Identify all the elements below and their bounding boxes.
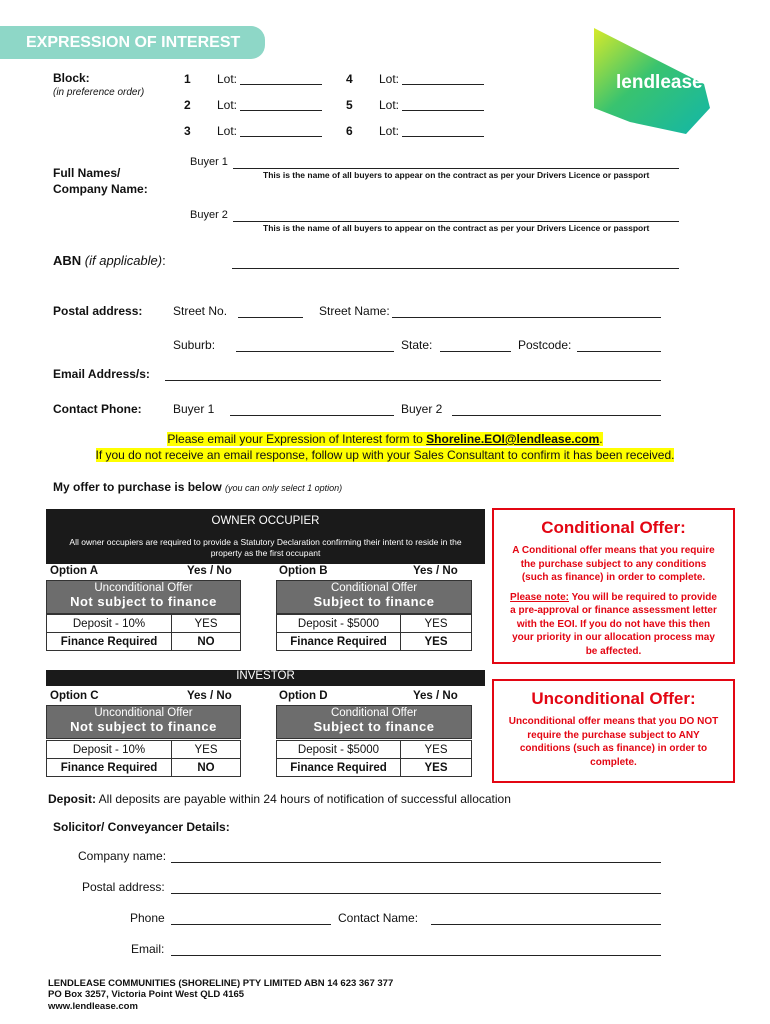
option-b-table: Deposit - $5000 YES Finance Required YES [276, 614, 472, 651]
solicitor-contact-label: Contact Name: [338, 911, 419, 925]
lot-num-2: 2 [184, 98, 191, 112]
email-label: Email Address/s: [53, 367, 150, 381]
lendlease-logo [586, 26, 718, 138]
solicitor-postal-input[interactable] [171, 893, 661, 894]
owner-occupier-title: OWNER OCCUPIER [211, 515, 320, 527]
option-d-head: Option D Yes / No [279, 690, 458, 702]
lot-input-4[interactable] [402, 84, 484, 85]
owner-occupier-desc: All owner occupiers are required to provide a Statutory Declaration confirming their intent to reside in the property as the first occupant [69, 537, 462, 559]
lot-num-1: 1 [184, 72, 191, 86]
buyer2-hint: This is the name of all buyers to appear on the contract as per your Drivers Licence or passport [263, 223, 650, 233]
footer-address: PO Box 3257, Victoria Point West QLD 4165 [48, 989, 245, 1001]
suburb-input[interactable] [236, 351, 394, 352]
phone-buyer2-label: Buyer 2 [401, 402, 443, 416]
lot-input-1[interactable] [240, 84, 322, 85]
phone-buyer2-input[interactable] [452, 415, 661, 416]
street-no-input[interactable] [238, 317, 303, 318]
option-b-head: Option B Yes / No [279, 565, 458, 577]
buyer1-name-input[interactable] [233, 168, 679, 169]
solicitor-phone-input[interactable] [171, 924, 331, 925]
footer-website[interactable]: www.lendlease.com [48, 1000, 138, 1012]
solicitor-company-label: Company name: [78, 849, 167, 863]
email-notice-1: Please email your Expression of Interest form to Shoreline.EOI@lendlease.com. [167, 432, 603, 446]
abn-input[interactable] [232, 268, 679, 269]
phone-buyer1-label: Buyer 1 [173, 402, 215, 416]
owner-occupier-header [46, 509, 485, 564]
lot-label-1: Lot: [217, 72, 238, 86]
block-sub: (in preference order) [53, 87, 145, 98]
footer-company: LENDLEASE COMMUNITIES (SHORELINE) PTY LIMITED ABN 14 623 367 377 [48, 978, 394, 989]
names-label-2: Company Name: [53, 182, 148, 196]
email-notice-2: If you do not receive an email response, follow up with your Sales Consultant to confirm it has been received. [95, 448, 675, 462]
logo-text: lendlease [616, 72, 703, 93]
option-a-banner[interactable]: Unconditional Offer Not subject to finance [46, 580, 241, 614]
phone-label: Contact Phone: [53, 402, 142, 416]
unconditional-offer-box [492, 679, 735, 783]
postcode-input[interactable] [577, 351, 661, 352]
email-input[interactable] [165, 380, 661, 381]
option-b-banner[interactable]: Conditional Offer Subject to finance [276, 580, 472, 614]
lot-num-6: 6 [346, 124, 353, 138]
form-title: EXPRESSION OF INTEREST [0, 26, 265, 59]
lot-num-3: 3 [184, 124, 191, 138]
unconditional-offer-title: Unconditional Offer: [531, 689, 696, 708]
state-input[interactable] [440, 351, 511, 352]
buyer2-name-input[interactable] [233, 221, 679, 222]
lot-label-3: Lot: [217, 124, 238, 138]
lot-input-5[interactable] [402, 110, 484, 111]
lot-input-2[interactable] [240, 110, 322, 111]
street-name-label: Street Name: [319, 304, 390, 318]
names-label-1: Full Names/ [53, 166, 121, 180]
offer-heading: My offer to purchase is below (you can only select 1 option) [53, 480, 343, 494]
option-d-banner[interactable]: Conditional Offer Subject to finance [276, 705, 472, 739]
lot-input-3[interactable] [240, 136, 322, 137]
lot-label-5: Lot: [379, 98, 400, 112]
postcode-label: Postcode: [518, 338, 572, 352]
solicitor-title: Solicitor/ Conveyancer Details: [53, 820, 230, 834]
street-no-label: Street No. [173, 304, 228, 318]
buyer1-label: Buyer 1 [190, 156, 228, 168]
lot-label-2: Lot: [217, 98, 238, 112]
solicitor-phone-label: Phone [130, 911, 165, 925]
conditional-offer-text: A Conditional offer means that you require the purchase subject to any conditions (such as finance) in order to complete. [512, 545, 715, 583]
solicitor-email-label: Email: [131, 942, 165, 956]
street-name-input[interactable] [392, 317, 661, 318]
abn-label: ABN (if applicable): [53, 253, 166, 268]
option-c-banner[interactable]: Unconditional Offer Not subject to finance [46, 705, 241, 739]
lot-num-4: 4 [346, 72, 353, 86]
lot-num-5: 5 [346, 98, 353, 112]
eoi-email-link[interactable]: Shoreline.EOI@lendlease.com [426, 432, 600, 446]
lot-input-6[interactable] [402, 136, 484, 137]
conditional-offer-title: Conditional Offer: [541, 518, 686, 537]
footer [48, 978, 393, 1012]
postal-label: Postal address: [53, 304, 143, 318]
solicitor-company-input[interactable] [171, 862, 661, 863]
solicitor-email-input[interactable] [171, 955, 661, 956]
option-a-head: Option A Yes / No [50, 565, 232, 577]
deposit-note: Deposit: All deposits are payable within 24 hours of notification of successful allocation [48, 792, 511, 806]
lot-label-6: Lot: [379, 124, 400, 138]
lot-label-4: Lot: [379, 72, 400, 86]
phone-buyer1-input[interactable] [230, 415, 394, 416]
solicitor-contact-input[interactable] [431, 924, 661, 925]
buyer1-hint: This is the name of all buyers to appear on the contract as per your Drivers Licence or passport [263, 170, 650, 180]
block-label: Block: [53, 71, 90, 85]
suburb-label: Suburb: [173, 338, 216, 352]
unconditional-offer-text: Unconditional offer means that you DO NOT require the purchase subject to ANY conditions (such as finance) in order to complete. [508, 716, 719, 768]
state-label: State: [401, 338, 433, 352]
solicitor-postal-label: Postal address: [82, 880, 165, 894]
option-c-table: Deposit - 10% YES Finance Required NO [46, 740, 241, 777]
option-c-head: Option C Yes / No [50, 690, 232, 702]
investor-header: INVESTOR [46, 670, 485, 686]
option-a-table: Deposit - 10% YES Finance Required NO [46, 614, 241, 651]
option-d-table: Deposit - $5000 YES Finance Required YES [276, 740, 472, 777]
conditional-offer-note: Please note: You will be required to provide a pre-approval or finance assessment letter with the EOI. If you do not have this then your priority in our allocation process may be affected. [510, 591, 717, 657]
conditional-offer-box [492, 508, 735, 664]
buyer2-label: Buyer 2 [190, 209, 228, 221]
